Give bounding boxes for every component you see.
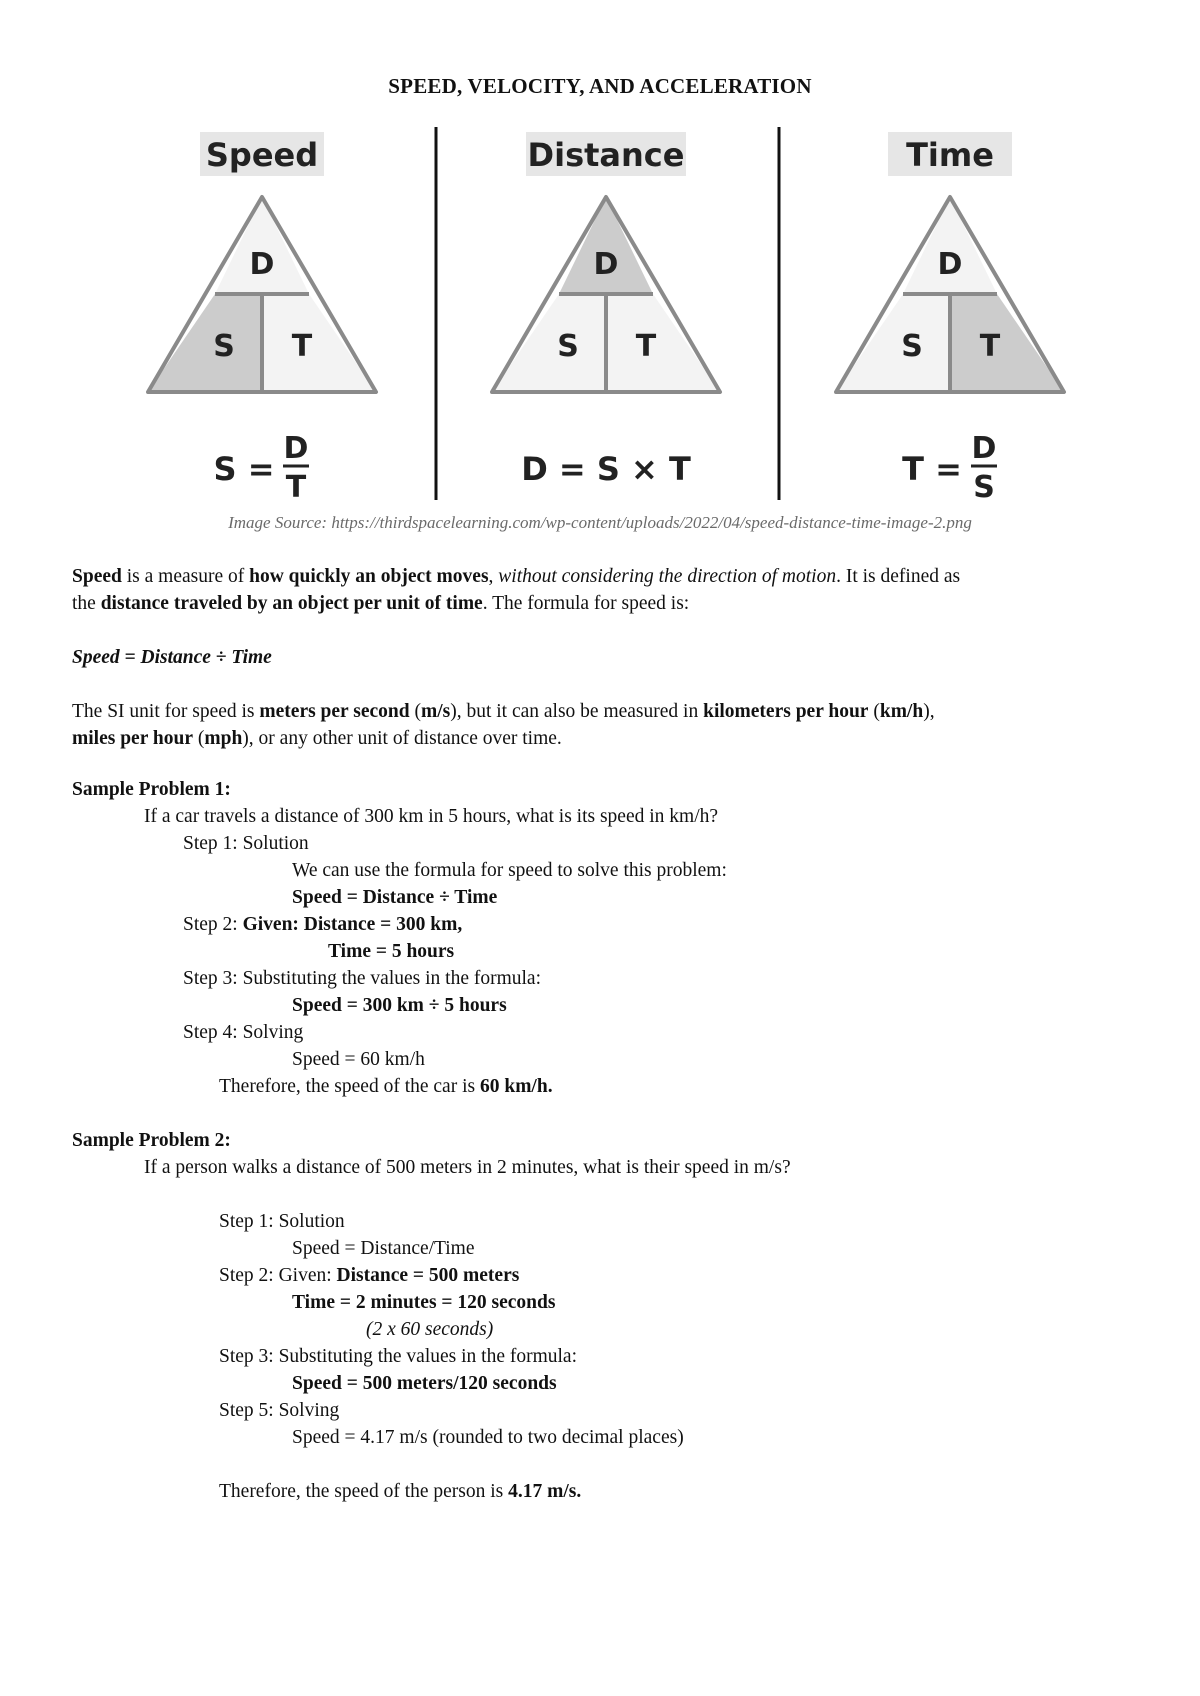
problem1-step3: Step 3: Substituting the values in the formula: [183,968,542,989]
triangle-bottom-left [492,294,606,392]
problem2-step3a: Speed = 500 meters/120 seconds [292,1373,557,1394]
problem1-step2-time: Time = 5 hours [328,941,455,962]
problem2-step2-note: (2 x 60 seconds) [366,1319,494,1340]
formula-lhs: S = [213,450,275,488]
triangle-bottom-right [262,294,376,392]
document-title: SPEED, VELOCITY, AND ACCELERATION [388,74,812,98]
problem1-heading: Sample Problem 1: [72,779,231,800]
problem2-step2: Step 2: Given: Distance = 500 meters [219,1265,520,1286]
problem1-step2: Step 2: Given: Distance = 300 km, [183,914,463,935]
term-speed: Speed [72,566,122,587]
si-paragraph: The SI unit for speed is meters per second (m/s), but it can also be measured in kilometers per hour (km/h), miles per hour (mph), or any other unit of distance over time. [72,701,935,749]
intro-paragraph: Speed is a measure of how quickly an object moves, without considering the direction of motion. It is defined as the distance traveled by an object per unit of time. The formula for speed is: [72,566,961,614]
panel-label: Speed [205,136,319,174]
triangle-bottom-left [836,294,950,392]
problem2-heading: Sample Problem 2: [72,1130,231,1151]
speed-formula: Speed = Distance ÷ Time [72,647,272,668]
formula-numerator: D [971,431,997,466]
speed-distance-time-figure [0,0,1200,520]
problem1-step1b: Speed = Distance ÷ Time [292,887,498,908]
panel-label: Distance [527,136,685,174]
formula-denominator: T [285,470,307,505]
distance-panel [492,132,720,488]
problem2-step1a: Speed = Distance/Time [292,1238,475,1259]
letter-t: T [291,329,313,364]
letter-s: S [213,329,235,364]
letter-s: S [557,329,579,364]
letter-s: S [901,329,923,364]
problem2-step5: Step 5: Solving [219,1400,340,1421]
image-source-caption: Image Source: https://thirdspacelearning.com/wp-content/uploads/2022/04/speed-distance-time-image-2.png [228,513,972,532]
problem2-step1: Step 1: Solution [219,1211,345,1232]
letter-t: T [635,329,657,364]
speed-panel [148,132,376,505]
formula: D = S × T [521,450,691,488]
problem1-step1a: We can use the formula for speed to solve this problem: [292,860,727,881]
problem2-question: If a person walks a distance of 500 meters in 2 minutes, what is their speed in m/s? [144,1157,791,1178]
problem2-step3: Step 3: Substituting the values in the formula: [219,1346,578,1367]
letter-t: T [979,329,1001,364]
problem2-therefore: Therefore, the speed of the person is 4.17 m/s. [219,1481,582,1502]
problem1-step4a: Speed = 60 km/h [292,1049,425,1070]
problem1-therefore: Therefore, the speed of the car is 60 km/h. [219,1076,553,1097]
panel-label: Time [906,136,994,174]
letter-d: D [593,247,619,282]
problem1-step3a: Speed = 300 km ÷ 5 hours [292,995,507,1016]
triangle-bottom-left [148,294,262,392]
triangle-bottom-right [950,294,1064,392]
formula-denominator: S [973,470,995,505]
triangle-bottom-right [606,294,720,392]
time-panel [836,132,1064,505]
letter-d: D [249,247,275,282]
formula-numerator: D [283,431,309,466]
letter-d: D [937,247,963,282]
problem1-step4: Step 4: Solving [183,1022,304,1043]
problem1-question: If a car travels a distance of 300 km in 5 hours, what is its speed in km/h? [144,806,719,827]
problem2-step5a: Speed = 4.17 m/s (rounded to two decimal places) [292,1427,684,1448]
formula-lhs: T = [902,450,962,488]
problem1-step1: Step 1: Solution [183,833,309,854]
problem2-step2-time: Time = 2 minutes = 120 seconds [292,1292,556,1313]
